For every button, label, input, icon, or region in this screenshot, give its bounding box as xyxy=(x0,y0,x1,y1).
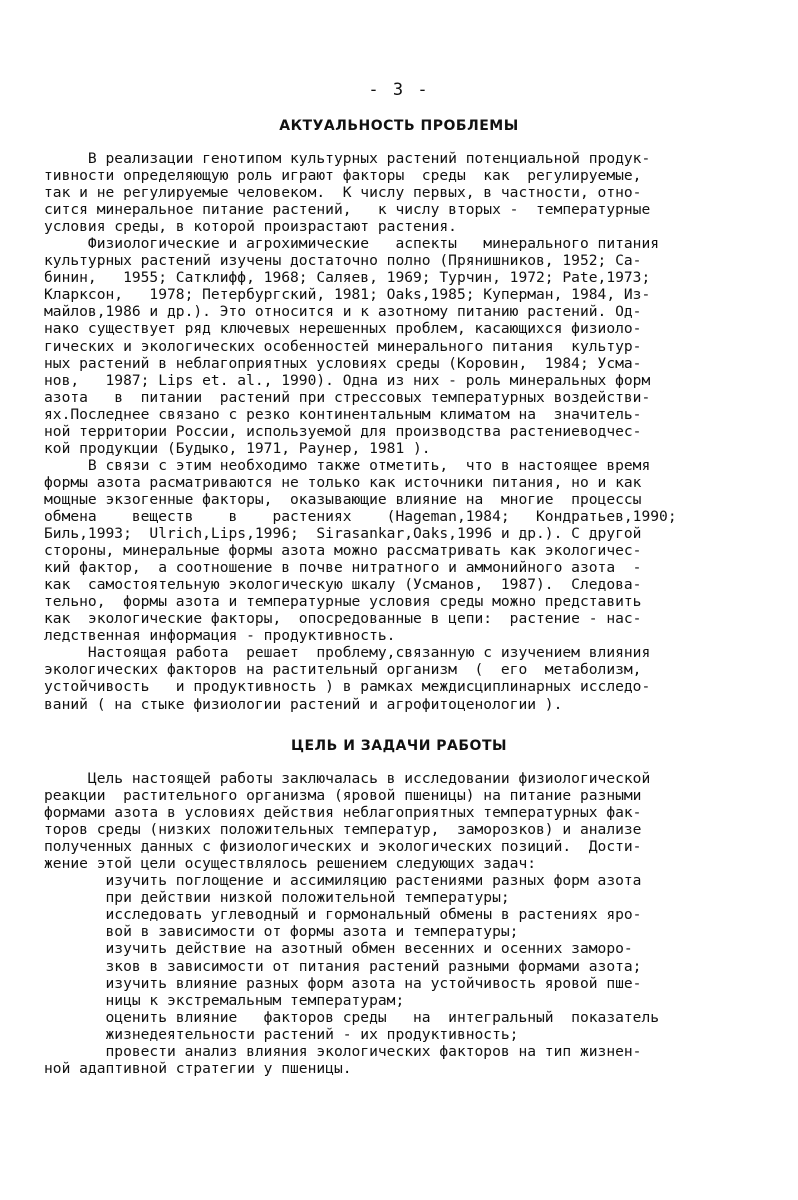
text-line: формы азота расматриваются не только как источники питания, но и как xyxy=(44,473,642,491)
text-line: азота в питании растений при стрессовых температурных воздействи- xyxy=(44,388,651,406)
text-line: условия среды, в которой произрастают растения. xyxy=(44,218,457,236)
text-line: изучить действие на азотный обмен весенних и осенних заморо- xyxy=(44,940,633,958)
text-line: реакции растительного организма (яровой пшеницы) на питание разными xyxy=(44,787,642,805)
section-body-goals xyxy=(44,770,760,1077)
text-line: ной адаптивной стратегии у пшеницы. xyxy=(44,1059,352,1077)
text-line: вой в зависимости от формы азота и температуры; xyxy=(44,923,519,941)
text-line: жизнедеятельности растений - их продуктивность; xyxy=(44,1025,519,1043)
text-line: обмена веществ в растениях (Hageman,1984; Кондратьев,1990; xyxy=(44,507,677,525)
text-line: оценить влияние факторов среды на интегральный показатель xyxy=(44,1008,660,1026)
text-line: Цель настоящей работы заключалась в исследовании физиологической xyxy=(44,770,651,787)
text-line: так и не регулируемые человеком. К числу первых, в частности, отно- xyxy=(44,184,642,202)
text-line: мощные экзогенные факторы, оказывающие влияние на многие процессы xyxy=(44,490,642,508)
text-line: кой продукции (Будыко, 1971, Раунер, 1981 ). xyxy=(44,439,431,457)
text-line: культурных растений изучены достаточно полно (Прянишников, 1952; Са- xyxy=(44,252,642,270)
text-line: ницы к экстремальным температурам; xyxy=(44,991,405,1009)
text-line: ваний ( на стыке физиологии растений и агрофитоценологии ). xyxy=(44,695,563,713)
text-line: сится минеральное питание растений, к числу вторых - температурные xyxy=(44,201,651,219)
text-line: бинин, 1955; Сатклифф, 1968; Саляев, 1969; Турчин, 1972; Pate,1973; xyxy=(44,269,651,287)
text-line: тивности определяющую роль играют факторы среды как регулируемые, xyxy=(44,167,642,185)
text-line: ной территории России, используемой для производства растениеводчес- xyxy=(44,422,642,440)
text-line: изучить влияние разных форм азота на устойчивость яровой пше- xyxy=(44,974,642,992)
text-line: провести анализ влияния экологических факторов на тип жизнен- xyxy=(44,1042,642,1060)
text-line: торов среды (низких положительных температур, заморозков) и анализе xyxy=(44,821,642,839)
section-heading-relevance: АКТУАЛЬНОСТЬ ПРОБЛЕМЫ xyxy=(279,118,519,134)
text-line: нако существует ряд ключевых нерешенных проблем, касающихся физиоло- xyxy=(44,320,642,338)
text-line: Кларксон, 1978; Петербургский, 1981; Oaks,1985; Куперман, 1984, Из- xyxy=(44,286,651,304)
text-line: гических и экологических особенностей минерального питания культур- xyxy=(44,337,642,355)
text-line: изучить поглощение и ассимиляцию растениями разных форм азота xyxy=(44,872,642,890)
text-line: ях.Последнее связано с резко континентальным климатом на значитель- xyxy=(44,405,642,423)
text-line: как самостоятельную экологическую шкалу (Усманов, 1987). Следова- xyxy=(44,576,642,594)
text-line: нов, 1987; Lips et. al., 1990). Одна из них - роль минеральных форм xyxy=(44,371,651,389)
text-line: жение этой цели осуществлялось решением следующих задач: xyxy=(44,855,537,873)
text-line: Настоящая работа решает проблему,связанную с изучением влияния xyxy=(44,644,651,662)
text-line: исследовать углеводный и гормональный обмены в растениях яро- xyxy=(44,906,642,924)
text-line: зков в зависимости от питания растений разными формами азота; xyxy=(44,957,642,975)
text-line: ных растений в неблагоприятных условиях среды (Коровин, 1984; Усма- xyxy=(44,354,642,372)
text-line: как экологические факторы, опосредованные в цепи: растение - нас- xyxy=(44,610,642,628)
text-line: стороны, минеральные формы азота можно рассматривать как экологичес- xyxy=(44,542,642,560)
text-line: полученных данных с физиологических и экологических позиций. Дости- xyxy=(44,838,642,856)
text-line: майлов,1986 и др.). Это относится и к азотному питанию растений. Од- xyxy=(44,303,642,321)
text-line: при действии низкой положительной температуры; xyxy=(44,889,510,907)
text-line: ледственная информация - продуктивность. xyxy=(44,627,396,645)
text-line: тельно, формы азота и температурные условия среды можно представить xyxy=(44,593,642,611)
text-line: Биль,1993; Ulrich,Lips,1996; Sirasankar,Oaks,1996 и др.). С другой xyxy=(44,525,642,543)
page-number: - 3 - xyxy=(368,80,430,100)
section-heading-goals: ЦЕЛЬ И ЗАДАЧИ РАБОТЫ xyxy=(290,738,508,754)
text-line: кий фактор, а соотношение в почве нитратного и аммонийного азота - xyxy=(44,559,642,577)
text-line: Физиологические и агрохимические аспекты минерального питания xyxy=(44,235,660,253)
text-line: формами азота в условиях действия неблагоприятных температурных фак- xyxy=(44,804,642,822)
text-line: В реализации генотипом культурных растений потенциальной продук- xyxy=(44,150,651,167)
text-line: экологических факторов на растительный организм ( его метаболизм, xyxy=(44,661,642,679)
section-body-relevance xyxy=(44,150,760,713)
text-line: В связи с этим необходимо также отметить, что в настоящее время xyxy=(44,456,651,474)
text-line: устойчивость и продуктивность ) в рамках междисциплинарных исследо- xyxy=(44,678,651,696)
